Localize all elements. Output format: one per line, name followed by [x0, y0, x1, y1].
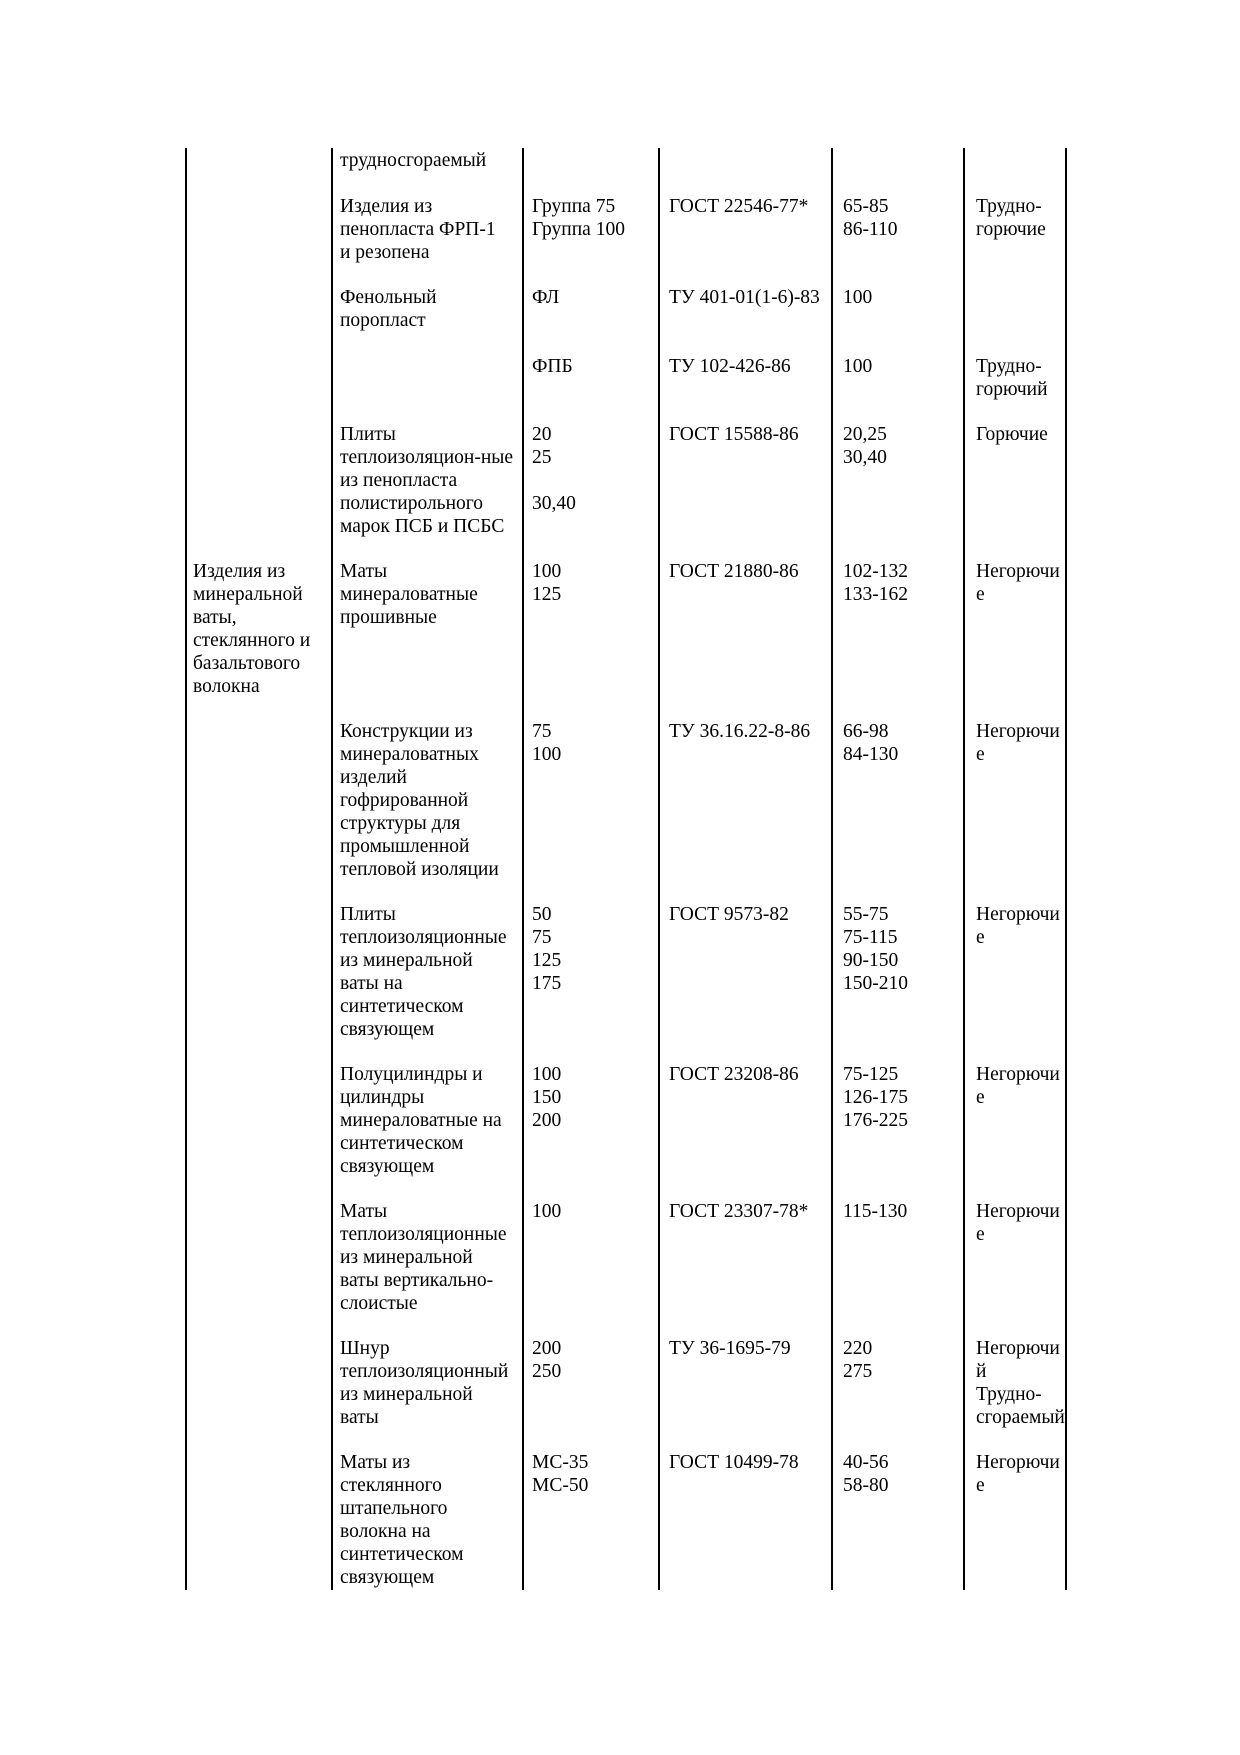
row-name: Плиты теплоизоляционные из минеральной ваты на синтетическом связующем: [340, 904, 507, 1040]
row-density: 55-75 75-115 90-150 150-210: [843, 904, 908, 994]
row-density: 115-130: [843, 1201, 908, 1222]
row-grade: 100: [532, 1201, 562, 1222]
row-name: Шнур теплоизоляционный из минеральной ваты: [340, 1338, 509, 1428]
row-name: Конструкции из минераловатных изделий гофрированной структуры для промышленной тепловой изоляции: [340, 721, 499, 880]
row-flammability: Негорючи е: [976, 561, 1060, 605]
row-name: Маты из стеклянного штапельного волокна на синтетическом связующем: [340, 1452, 464, 1588]
row-flammability: Трудно- горючий: [976, 356, 1048, 400]
row-name: Маты теплоизоляционные из минеральной ваты вертикально- слоистые: [340, 1201, 507, 1314]
row-name: Плиты теплоизоляцион-ные из пенопласта полистирольного марок ПСБ и ПСБС: [340, 424, 514, 537]
row-density: 100: [843, 356, 873, 377]
group-label: Изделия из минеральной ваты, стеклянного и базальтового волокна: [193, 561, 311, 697]
row-standard: ТУ 401-01(1-6)-83: [669, 287, 820, 308]
row-grade: ФЛ: [532, 287, 560, 308]
row-name: Маты минераловатные прошивные: [340, 561, 478, 628]
row-density: 102-132 133-162: [843, 561, 908, 605]
row-standard: ГОСТ 9573-82: [669, 904, 789, 925]
row-density: 100: [843, 287, 873, 308]
row-grade: 100 150 200: [532, 1064, 562, 1131]
row-standard: ТУ 36.16.22-8-86: [669, 721, 811, 742]
row-standard: ГОСТ 22546-77*: [669, 196, 809, 217]
row-grade: ФПБ: [532, 356, 573, 377]
row-standard: ГОСТ 21880-86: [669, 561, 799, 582]
row-density: 40-56 58-80: [843, 1452, 889, 1496]
row-flammability: Негорючи е: [976, 1452, 1060, 1496]
row-grade: МС-35 МС-50: [532, 1452, 589, 1496]
row-grade: 100 125: [532, 561, 562, 605]
row-standard: ТУ 36-1695-79: [669, 1338, 791, 1359]
row-name: Полуцилиндры и цилиндры минераловатные на синтетическом связующем: [340, 1064, 502, 1177]
row-name: трудносгораемый: [340, 150, 487, 171]
row-flammability: Негорючи й Трудно- сгораемый: [976, 1338, 1065, 1428]
row-density: 20,25 30,40: [843, 424, 887, 468]
column-rule: [331, 148, 333, 1590]
row-flammability: Трудно- горючие: [976, 196, 1046, 240]
row-name: Фенольный поропласт: [340, 287, 437, 331]
row-density: 66-98 84-130: [843, 721, 899, 765]
row-standard: ГОСТ 23307-78*: [669, 1201, 809, 1222]
row-grade: 75 100: [532, 721, 562, 765]
row-grade: 20 25 30,40: [532, 424, 576, 514]
row-grade: 50 75 125 175: [532, 904, 562, 994]
row-flammability: Негорючи е: [976, 721, 1060, 765]
row-flammability: Негорючи е: [976, 904, 1060, 948]
row-name: Изделия из пенопласта ФРП-1 и резопена: [340, 196, 496, 263]
row-flammability: Горючие: [976, 424, 1048, 445]
row-density: 65-85 86-110: [843, 196, 898, 240]
row-grade: Группа 75 Группа 100: [532, 196, 625, 240]
row-standard: ГОСТ 15588-86: [669, 424, 799, 445]
row-flammability: Негорючи е: [976, 1064, 1060, 1108]
row-standard: ГОСТ 10499-78: [669, 1452, 799, 1473]
row-flammability: Негорючи е: [976, 1201, 1060, 1245]
row-standard: ТУ 102-426-86: [669, 356, 791, 377]
column-rule: [185, 148, 187, 1590]
row-density: 220 275: [843, 1338, 873, 1382]
row-grade: 200 250: [532, 1338, 562, 1382]
row-density: 75-125 126-175 176-225: [843, 1064, 908, 1131]
row-standard: ГОСТ 23208-86: [669, 1064, 799, 1085]
